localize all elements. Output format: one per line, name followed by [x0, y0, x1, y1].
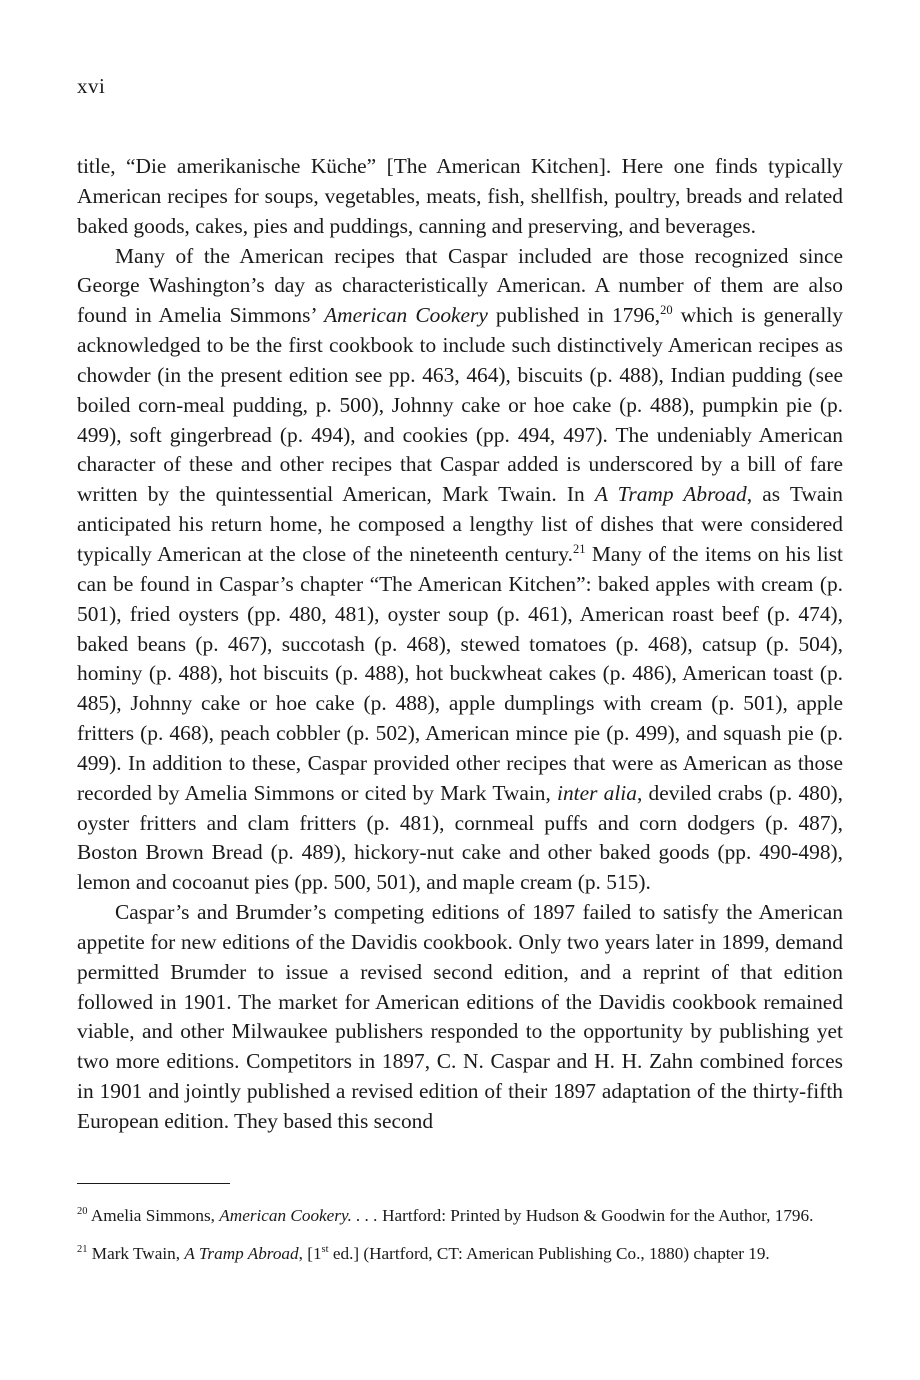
footnote-ref-20[interactable]: 20 [660, 303, 673, 318]
paragraph-2-text-2: published in 1796, [487, 303, 661, 328]
latin-phrase-inter-alia: inter alia [557, 780, 637, 805]
paragraph-2-text-6: , deviled crabs (p. 480), oyster fritters and clam fritters (p. 481), cornmeal puffs and corn dodgers (p. 487), Boston Brown Bread (p. 489), hickory-nut cake and other baked goods (pp. 490-498), lemon and cocoanut pies (pp. 500, 501), and maple cream (p. 515). [77, 780, 844, 895]
footnote-ref-21[interactable]: 21 [572, 541, 586, 556]
footnote-21-text-3: ed.] (Hartford, CT: American Publishing Co., 1880) chapter 19. [328, 1244, 770, 1263]
paragraph-2-text-4: , as Twain anticipated his return home, he composed a lengthy list of dishes that were considered typically American at the close of the nineteenth century. [77, 482, 843, 566]
book-title-american-cookery: American Cookery [324, 303, 488, 328]
footnote-divider [77, 1183, 230, 1184]
paragraph-1: title, “Die amerikanische Küche” [The American Kitchen]. Here one finds typically American recipes for soups, vegetables, meats, fish, shellfish, poultry, breads and related baked goods, cakes, pies and puddings, canning and preserving, and beverages. [77, 154, 843, 238]
footnote-21-title: A Tramp Abroad [184, 1244, 299, 1263]
footnote-marker-21: 21 [77, 1244, 88, 1255]
footnote-marker-20: 20 [77, 1206, 88, 1217]
paragraph-2 [77, 242, 843, 899]
footnote-21 [77, 1242, 845, 1266]
main-text [77, 152, 843, 1137]
footnote-20-title: American Cookery. . . . [219, 1206, 378, 1225]
book-title-a-tramp-abroad: A Tramp Abroad [594, 482, 747, 507]
paragraph-2-text-5: Many of the items on his list can be found in Caspar’s chapter “The American Kitchen”: baked apples with cream (p. 501), fried oysters (pp. 480, 481), oyster soup (p. 461), American roast beef (p. 474), baked beans (p. 467), succotash (p. 468), stewed tomatoes (p. 468), catsup (p. 504), hominy (p. 488), hot biscuits (p. 488), hot buckwheat cakes (p. 486), American toast (p. 485), Johnny cake or hoe cake (p. 488), apple dumplings with cream (p. 501), apple fritters (p. 468), peach cobbler (p. 502), American mince pie (p. 499), and squash pie (p. 499). In addition to these, Caspar provided other recipes that were as American as those recorded by Amelia Simmons or cited by Mark Twain, [77, 541, 843, 805]
footnote-20 [77, 1204, 845, 1228]
footnotes [77, 1204, 845, 1280]
paragraph-2-text-3: which is generally acknowledged to be the first cookbook to include such distinctively American recipes as chowder (in the present edition see pp. 463, 464), biscuits (p. 488), Indian pudding (see boiled corn-meal pudding, p. 500), Johnny cake or hoe cake (p. 488), pumpkin pie (p. 499), soft gingerbread (p. 494), and cookies (pp. 494, 497). The undeniably American character of these and other recipes that Caspar added is underscored by a bill of fare written by the quintessential American, Mark Twain. In [77, 303, 843, 507]
footnote-21-ordinal: st [321, 1244, 329, 1255]
paragraph-3: Caspar’s and Brumder’s competing editions of 1897 failed to satisfy the American appetite for new editions of the Davidis cookbook. Only two years later in 1899, demand permitted Brumder to issue a revised second edition, and a reprint of that edition followed in 1901. The market for American editions of the Davidis cookbook remained viable, and other Milwaukee publishers responded to the opportunity by publishing yet two more editions. Competitors in 1897, C. N. Caspar and H. H. Zahn combined forces in 1901 and jointly published a revised edition of their 1897 adaptation of the thirty-fifth European edition. They based this second [77, 900, 843, 1133]
footnote-20-text-1: Amelia Simmons, [87, 1206, 220, 1225]
footnote-20-text-2: Hartford: Printed by Hudson & Goodwin for the Author, 1796. [377, 1206, 814, 1225]
footnote-21-text-2: , [1 [298, 1244, 322, 1263]
paragraph-2-text-1: Many of the American recipes that Caspar included are those recognized since George Washington’s day as characteristically American. A number of them are also found in Amelia Simmons’ [77, 243, 843, 328]
page-number: xvi [77, 74, 106, 98]
footnote-21-text-1: Mark Twain, [87, 1244, 185, 1263]
